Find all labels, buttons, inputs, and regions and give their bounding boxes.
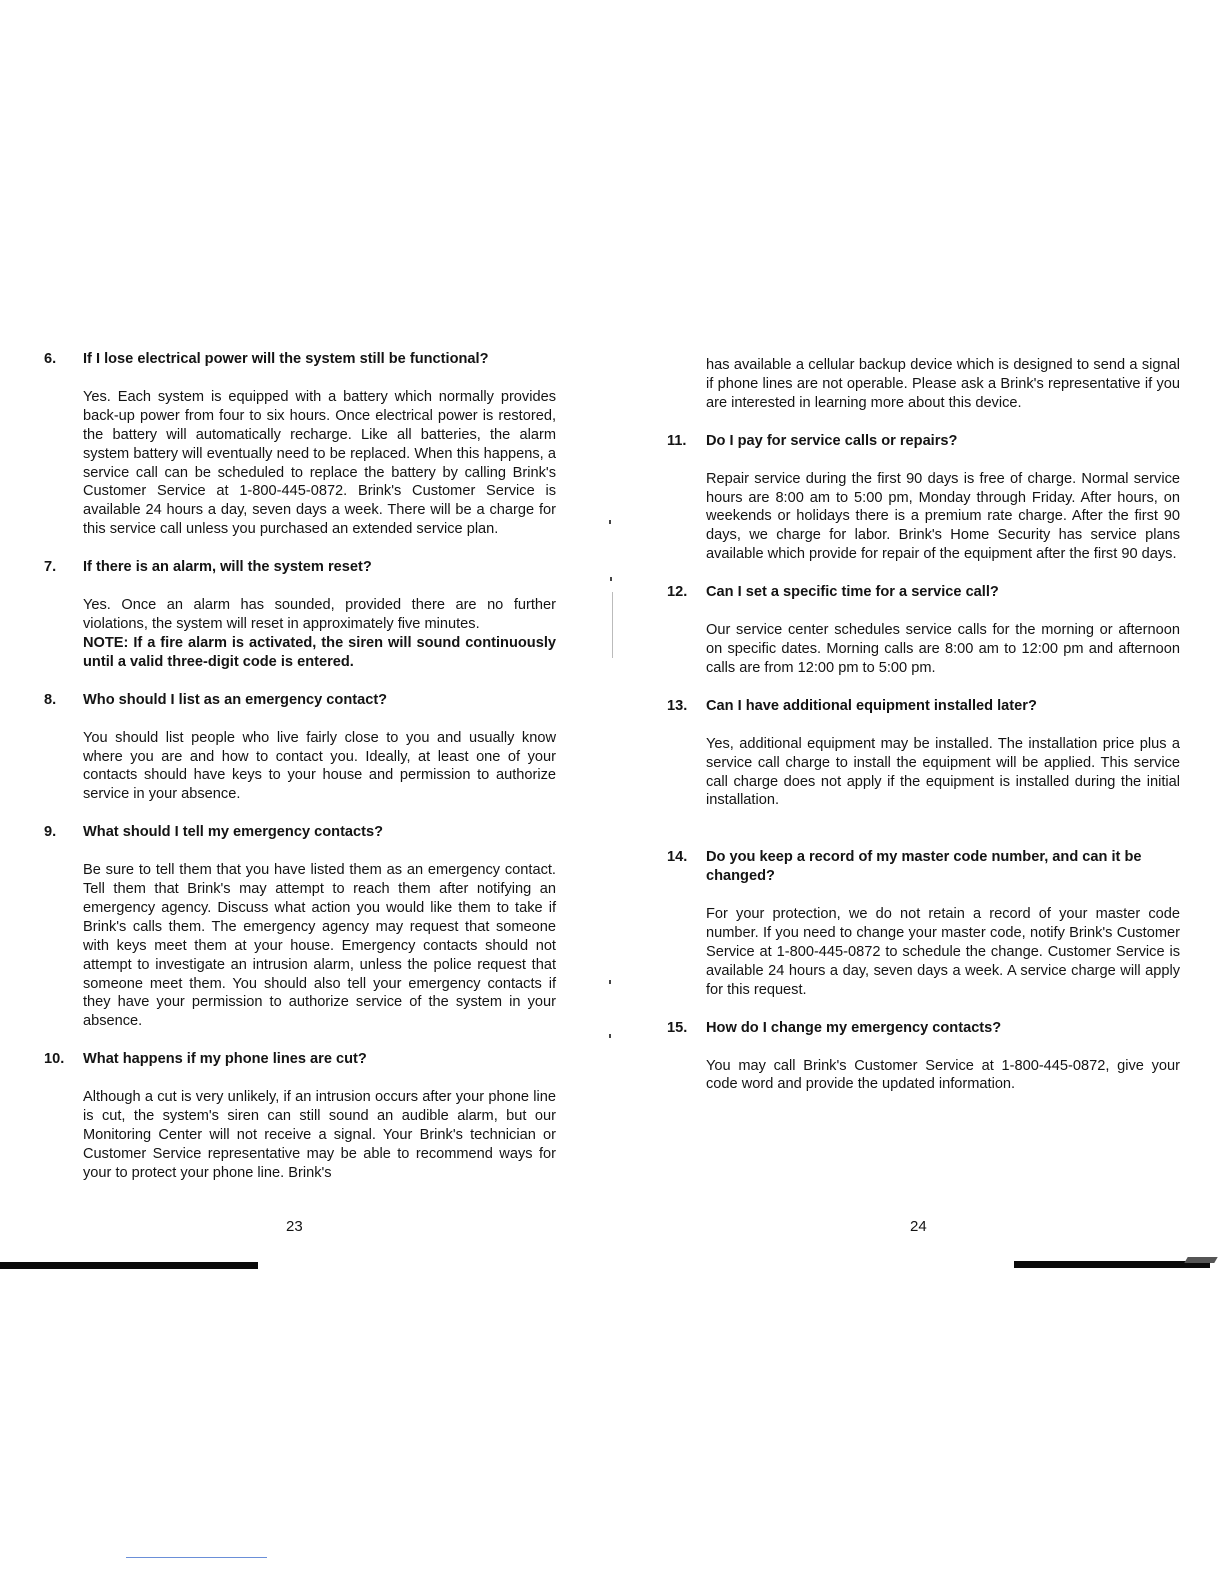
answer-12: Our service center schedules service calls for the morning or afternoon on specific dates. Morning calls are 8:00 am to 12:00 pm and afternoon calls are from 12:00 pm to 5:00 pm. [706, 622, 1180, 676]
question-text: If I lose electrical power will the system still be functional? [83, 351, 489, 367]
question-number: 9. [44, 824, 57, 841]
answer-11: Repair service during the first 90 days is free of charge. Normal service hours are 8:00 am to 5:00 pm, Monday through Friday. After hours, on weekends or holidays there is a premium rate charge. After the first 90 days, we charge for labor. Brink's Home Security has service plans available which provide for repair of the equipment after the first 90 days. [706, 470, 1180, 563]
answer-13: Yes, additional equipment may be installed. The installation price plus a service call charge to install the equipment will be applied. This service call charge does not apply if the equipment is installed during the initial installation. [706, 735, 1180, 809]
answer-6: Yes. Each system is equipped with a battery which normally provides back-up power from four to six hours. Once electrical power is restored, the battery will automatically recharge. Like all batteries, the alarm system battery will eventually need to be replaced. When this happens, a service call can be scheduled to replace the battery by calling Brink's Customer Service at 1-800-445-0872. Brink's Customer Service is available 24 hours a day, seven days a week. There will be a charge for this service call unless you purchased an extended service plan. [83, 388, 556, 538]
answer-10: Although a cut is very unlikely, if an intrusion occurs after your phone line is cut, the system's siren can still sound an audible alarm, but our Monitoring Center will not receive a signal. Your Brink's technician or Customer Service representative may be able to recommend ways for your to protect your phone line. Brink's [83, 1089, 556, 1181]
question-text: If there is an alarm, will the system reset? [83, 559, 372, 576]
question-14 [667, 848, 1180, 886]
question-text: How do I change my emergency contacts? [706, 1019, 1002, 1036]
question-text: Who should I list as an emergency contact? [83, 691, 388, 708]
question-number: 8. [44, 691, 57, 708]
question-9 [44, 823, 556, 842]
note-7: NOTE: If a fire alarm is activated, the siren will sound continuously until a valid three-digit code is entered. [83, 634, 556, 670]
answer-7: Yes. Once an alarm has sounded, provided there are no further violations, the system will reset in approximately five minutes. [83, 597, 556, 632]
question-number: 6. [44, 351, 57, 367]
page-bottom-rule-left [0, 1262, 258, 1269]
page-number-right: 24 [910, 1218, 927, 1235]
scan-speck [609, 520, 611, 524]
page-bottom-rule-right [1014, 1261, 1210, 1268]
scan-speck [610, 577, 612, 581]
question-7 [44, 558, 556, 577]
question-text: Can I have additional equipment installed later? [706, 697, 1037, 714]
question-10 [44, 1050, 556, 1069]
question-6 [44, 350, 556, 369]
question-13 [667, 697, 1180, 716]
question-12 [667, 583, 1180, 602]
continued-answer-10: has available a cellular backup device which is designed to send a signal if phone lines are not operable. Please ask a Brink's representative if you are interested in learning more about this device. [706, 357, 1180, 411]
question-number: 14. [667, 849, 688, 866]
scan-speck [609, 980, 611, 984]
question-text: Can I set a specific time for a service call? [706, 584, 999, 601]
answer-14: For your protection, we do not retain a record of your master code number. If you need to change your master code, notify Brink's Customer Service at 1-800-445-0872 to schedule the change. Customer Service is available 24 hours a day, seven days a week. A service charge will apply for this request. [706, 906, 1180, 998]
question-text: Do I pay for service calls or repairs? [706, 432, 958, 449]
question-8 [44, 691, 556, 710]
answer-9: Be sure to tell them that you have listed them as an emergency contact. Tell them that Brink's may attempt to reach them after notifying an emergency agency. Discuss what action you would like them to take if Brink's calls them. The emergency agency may request that someone with keys meet them at your house. Emergency contacts should not attempt to investigate an intrusion alarm, unless the police request that someone meet them. You should also tell your emergency contacts if they have your permission to authorize service of the system in your absence. [83, 862, 556, 1030]
question-number: 7. [44, 559, 57, 576]
question-text: What happens if my phone lines are cut? [83, 1051, 367, 1068]
question-number: 15. [667, 1019, 688, 1036]
question-number: 13. [667, 697, 688, 714]
question-number: 10. [44, 1051, 65, 1068]
question-text: What should I tell my emergency contacts? [83, 824, 384, 841]
right-page-column [667, 356, 1180, 1094]
question-text: Do you keep a record of my master code number, and can it be changed? [706, 849, 1142, 885]
page-number-left: 23 [286, 1218, 303, 1235]
left-page-column [44, 350, 556, 1183]
question-number: 12. [667, 584, 688, 601]
scan-speck [609, 1034, 611, 1038]
gutter-scan-line [612, 592, 613, 658]
question-11 [667, 432, 1180, 451]
answer-8: You should list people who live fairly close to you and usually know where you are and how to contact you. Ideally, at least one of your contacts should have keys to your house and permission to authorize service in your absence. [83, 729, 556, 803]
question-15 [667, 1019, 1180, 1038]
answer-15: You may call Brink's Customer Service at 1-800-445-0872, give your code word and provide the updated information. [706, 1057, 1180, 1093]
scan-blue-line [126, 1557, 267, 1558]
question-number: 11. [667, 432, 687, 449]
